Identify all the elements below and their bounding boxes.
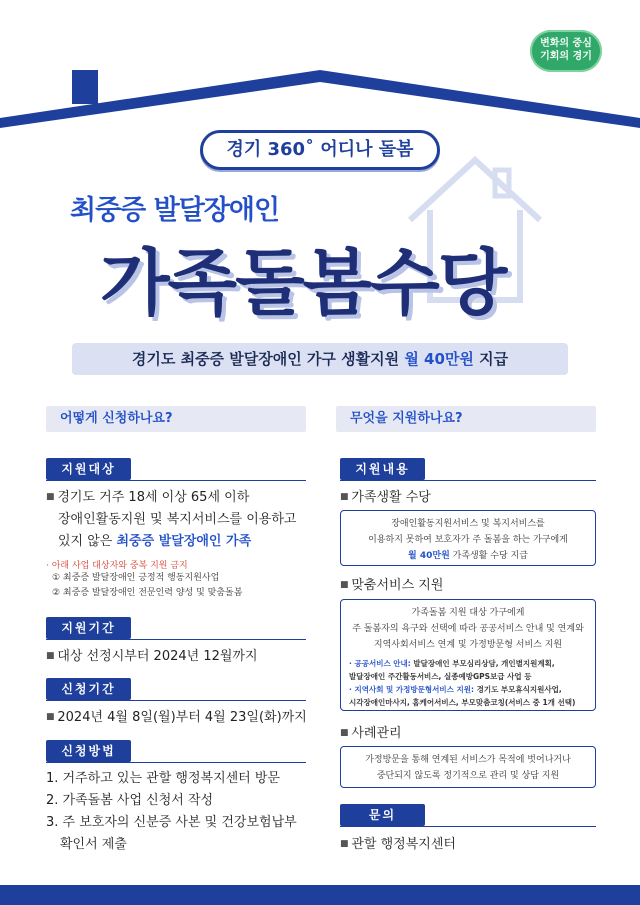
benefit-1-box	[340, 510, 596, 566]
summary-pre: 경기도 최중증 발달장애인 가구 생활지원	[131, 350, 405, 368]
duplicate-note-1: ① 최중증 발달장애인 긍정적 행동지원사업	[52, 573, 220, 583]
section-label-target: 지원대상	[46, 458, 131, 480]
right-column-header: 무엇을 지원하나요?	[336, 406, 596, 432]
summary-bar	[72, 343, 568, 375]
footer-bar	[0, 885, 640, 905]
section-rule	[46, 762, 306, 763]
benefit-2-details: · 공공서비스 안내: 발달장애인 부모심리상담, 개인별지원계획, 발달장애인 주간활동서비스, 실종예방GPS보급 사업 등 · 지역사회 및 가정방문형서비스 지원: 경기도 부모휴식지원사업, 시각장애인마사지, 홈케어서비스, 부모맞춤코칭(서비스 중 1개 선택)	[349, 659, 576, 707]
method-item-3-cont: 확인서 제출	[60, 837, 127, 852]
target-line-1: ■ 경기도 거주 18세 이상 65세 이하	[46, 486, 316, 509]
section-label-period: 지원기간	[46, 617, 131, 639]
benefit-3-line-1: 가정방문을 통해 연계된 서비스가 목적에 벗어나거나	[365, 755, 571, 765]
logo-line-1: 변화의 중심	[540, 38, 592, 49]
method-item-1: 1. 거주하고 있는 관할 행정복지센터 방문	[46, 771, 280, 786]
benefit-3-line-2: 중단되지 않도록 정기적으로 관리 및 상담 지원	[376, 771, 560, 781]
benefit-3-box	[340, 746, 596, 788]
benefit-1-title: ■ 가족생활 수당	[340, 486, 596, 509]
main-title: 가족돌봄수당	[100, 241, 506, 325]
benefit-2-line-3: 지역사회서비스 연계 및 가정방문형 서비스 지원	[373, 640, 563, 650]
benefit-1-line-3: 월 40만원 가족생활 수당 지급	[408, 551, 528, 561]
target-line-3: 있지 않은 최중증 발달장애인 가족	[58, 534, 252, 549]
benefit-1-line-2: 이용하지 못하여 보호자가 주 돌봄을 하는 가구에게	[368, 535, 568, 545]
section-rule	[46, 480, 306, 481]
duplicate-warning: · 아래 사업 대상자와 중복 지원 금지	[46, 561, 188, 571]
section-label-apply-period: 신청기간	[46, 678, 131, 700]
target-line-2: 장애인활동지원 및 복지서비스를 이용하고	[58, 512, 297, 527]
benefit-2-line-1: 가족돌봄 지원 대상 가구에게	[411, 608, 525, 618]
benefit-2-title: ■ 맞춤서비스 지원	[340, 574, 596, 597]
section-rule	[46, 639, 306, 640]
contact-text: ■ 관할 행정복지센터	[340, 833, 596, 856]
left-column-header: 어떻게 신청하나요?	[46, 406, 306, 432]
summary-amount: 월 40만원	[404, 350, 474, 368]
target-description	[46, 486, 316, 553]
gyeonggi-logo-badge	[530, 30, 602, 72]
logo-line-2: 기회의 경기	[540, 51, 592, 62]
target-highlight: 최중증 발달장애인 가족	[116, 534, 252, 549]
section-rule	[340, 480, 596, 481]
benefit-1-line-1: 장애인활동지원서비스 및 복지서비스를	[391, 519, 545, 529]
section-label-contact: 문의	[340, 804, 425, 826]
method-list	[46, 768, 321, 856]
method-item-2: 2. 가족돌봄 사업 신청서 작성	[46, 793, 214, 808]
section-rule	[340, 826, 596, 827]
section-label-method: 신청방법	[46, 740, 131, 762]
tagline-pill: 경기 360˚ 어디나 돌봄	[200, 130, 440, 170]
section-rule	[46, 700, 306, 701]
benefit-3-title: ■ 사례관리	[340, 722, 596, 745]
subtitle: 최중증 발달장애인	[70, 195, 280, 226]
apply-period-text: ■ 2024년 4월 8일(월)부터 4월 23일(화)까지	[46, 706, 321, 729]
duplicate-note-2: ② 최중증 발달장애인 전문인력 양성 및 맞춤돌봄	[52, 588, 243, 598]
period-text: ■ 대상 선정시부터 2024년 12월까지	[46, 645, 316, 668]
summary-post: 지급	[473, 350, 509, 368]
benefit-2-box	[340, 599, 596, 711]
section-label-content: 지원내용	[340, 458, 425, 480]
benefit-2-line-2: 주 돌봄자의 욕구와 선택에 따라 공공서비스 안내 및 연계와	[352, 624, 584, 634]
method-item-3: 3. 주 보호자의 신분증 사본 및 건강보험납부	[46, 815, 297, 830]
